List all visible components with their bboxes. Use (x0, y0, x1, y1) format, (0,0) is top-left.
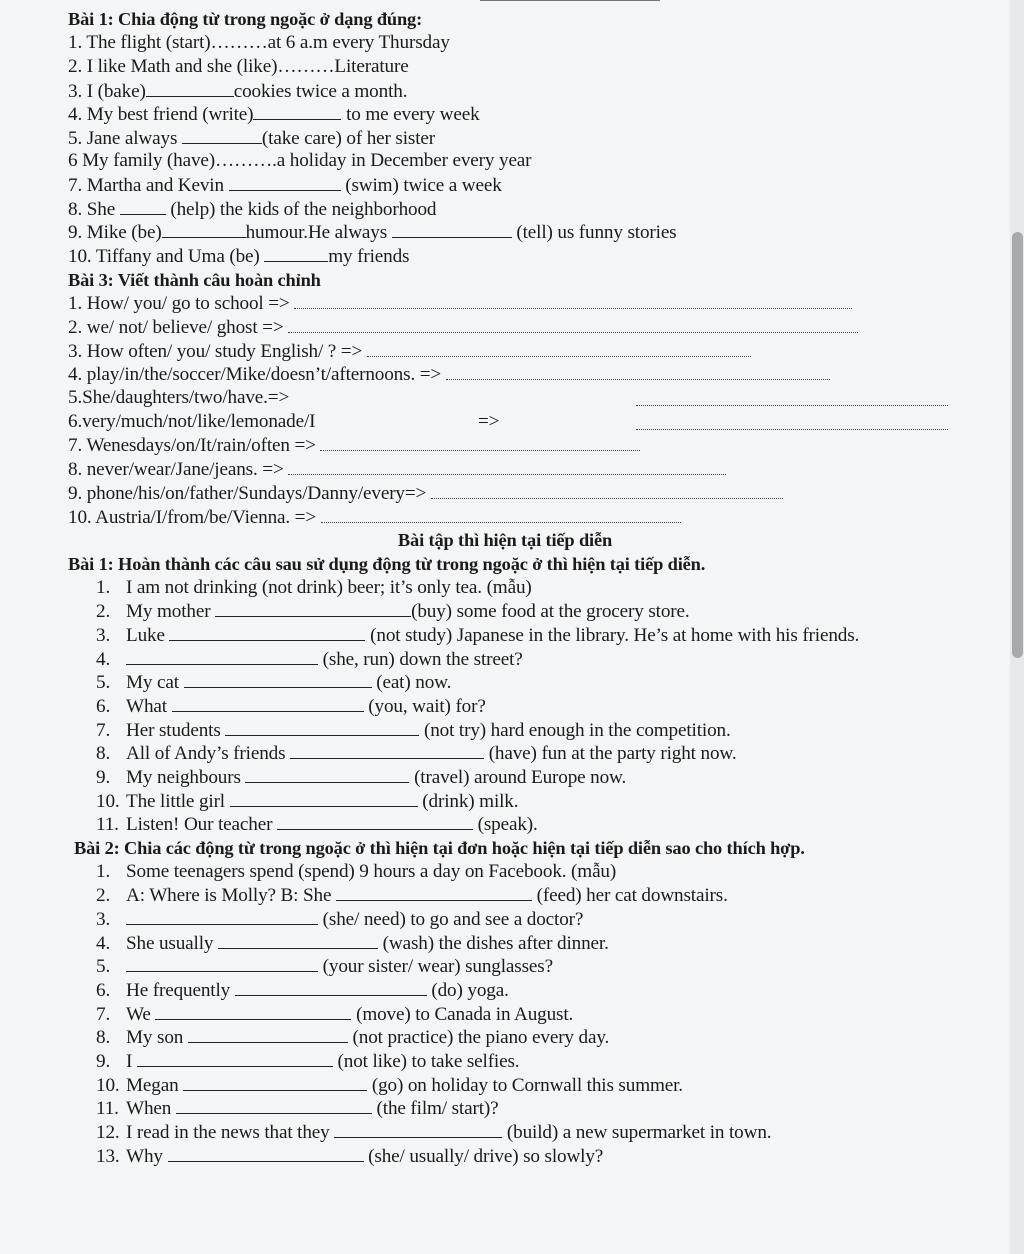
answer-blank[interactable] (334, 1120, 502, 1138)
answer-dots[interactable] (294, 291, 852, 309)
answer-blank[interactable] (120, 197, 166, 215)
answer-blank[interactable] (218, 931, 378, 949)
exercise-line: 1. Some teenagers spend (spend) 9 hours a day on Facebook. (mẫu) (96, 861, 617, 882)
exercise-line: 4. play/in/the/soccer/Mike/doesn’t/afternoons. => (68, 362, 830, 387)
answer-dots[interactable] (446, 362, 830, 380)
exercise-line: 7. Her students (not try) hard enough in the competition. (96, 720, 731, 741)
exercise-line: 8. She (help) the kids of the neighborhood (68, 199, 437, 220)
answer-blank[interactable] (188, 1025, 348, 1043)
answer-blank[interactable] (184, 670, 372, 688)
exercise-line: 5.She/daughters/two/have.=> (68, 387, 290, 408)
answer-dots[interactable] (431, 481, 783, 499)
answer-dots[interactable] (288, 457, 726, 475)
exercise-line: 12. I read in the news that they (build) a new supermarket in town. (96, 1122, 772, 1143)
exercise-line: 1. The flight (start)………at 6 a.m every Thursday (68, 32, 450, 53)
exercise-line: 8. My son (not practice) the piano every day. (96, 1027, 610, 1048)
exercise-line: 6.very/much/not/like/lemonade/I (68, 411, 316, 432)
answer-dots[interactable] (636, 388, 948, 406)
answer-blank[interactable] (215, 599, 411, 617)
answer-dots[interactable] (636, 412, 948, 430)
answer-blank[interactable] (146, 79, 234, 97)
exercise-line: 9. Mike (be) humour.He always (tell) us funny stories (68, 222, 677, 243)
answer-dots[interactable] (320, 433, 640, 451)
exercise-line: 6 My family (have)……….a holiday in December every year (68, 150, 532, 171)
exercise-line: 3. Luke (not study) Japanese in the library. He’s at home with his friends. (96, 625, 860, 646)
exercise-line: 2. we/ not/ believe/ ghost => (68, 315, 858, 340)
answer-blank[interactable] (182, 126, 262, 144)
answer-blank[interactable] (126, 907, 318, 925)
answer-blank[interactable] (336, 883, 532, 901)
answer-blank[interactable] (172, 694, 364, 712)
exercise-line: 2. I like Math and she (like)………Literature (68, 56, 409, 77)
arrow-text: => (478, 411, 500, 432)
answer-blank[interactable] (137, 1049, 333, 1067)
exercise-line: 10. The little girl (drink) milk. (96, 791, 519, 812)
exercise-line: 7. Martha and Kevin (swim) twice a week (68, 175, 502, 196)
answer-blank[interactable] (168, 1144, 364, 1162)
answer-dots[interactable] (321, 505, 681, 523)
answer-blank[interactable] (126, 647, 318, 665)
answer-dots[interactable] (288, 315, 858, 333)
exercise-line: 3. I (bake) cookies twice a month. (68, 81, 408, 102)
answer-blank[interactable] (235, 978, 427, 996)
exercise-line: 6. He frequently (do) yoga. (96, 980, 509, 1001)
exercise-line: 10. Tiffany and Uma (be) my friends (68, 246, 410, 267)
exercise-line: 4. (she, run) down the street? (96, 649, 523, 670)
section-title: Bài 1: Chia động từ trong ngoặc ở dạng đúng: (68, 9, 423, 29)
answer-blank[interactable] (229, 173, 341, 191)
answer-blank[interactable] (155, 1002, 351, 1020)
exercise-line: 5. Jane always (take care) of her sister (68, 128, 436, 149)
top-cut-line (480, 0, 660, 3)
answer-blank[interactable] (230, 789, 418, 807)
answer-blank[interactable] (225, 718, 419, 736)
exercise-line: 13. Why (she/ usually/ drive) so slowly? (96, 1146, 604, 1167)
answer-blank[interactable] (392, 220, 512, 238)
scrollbar-thumb[interactable] (1012, 232, 1023, 658)
answer-blank[interactable] (162, 220, 246, 238)
exercise-line: 11. When (the film/ start)? (96, 1098, 499, 1119)
exercise-line: 9. My neighbours (travel) around Europe now. (96, 767, 627, 788)
page-heading: Bài tập thì hiện tại tiếp diễn (397, 530, 613, 550)
exercise-line: 4. My best friend (write) to me every week (68, 104, 480, 125)
exercise-line: 3. How often/ you/ study English/ ? => (68, 339, 751, 364)
exercise-line: 1. How/ you/ go to school => (68, 291, 852, 316)
exercise-line: 1. I am not drinking (not drink) beer; it’s only tea. (mẫu) (96, 577, 532, 598)
answer-blank[interactable] (176, 1096, 372, 1114)
exercise-line: 9. I (not like) to take selfies. (96, 1051, 520, 1072)
answer-blank[interactable] (126, 954, 318, 972)
exercise-line: 9. phone/his/on/father/Sundays/Danny/every=> (68, 481, 783, 506)
answer-blank[interactable] (169, 623, 365, 641)
exercise-line: 7. Wenesdays/on/It/rain/often => (68, 433, 640, 458)
exercise-line: 5. (your sister/ wear) sunglasses? (96, 956, 553, 977)
section-title: Bài 2: Chia các động từ trong ngoặc ở thì hiện tại đơn hoặc hiện tại tiếp diễn sao cho thích hợp. (74, 838, 805, 858)
answer-blank[interactable] (183, 1073, 367, 1091)
exercise-line: 4. She usually (wash) the dishes after dinner. (96, 933, 609, 954)
exercise-line: 5. My cat (eat) now. (96, 672, 452, 693)
answer-dots[interactable] (367, 339, 751, 357)
exercise-line: 10. Austria/I/from/be/Vienna. => (68, 505, 681, 530)
section-title: Bài 3: Viết thành câu hoàn chỉnh (68, 270, 321, 290)
exercise-line: 8. All of Andy’s friends (have) fun at the party right now. (96, 743, 737, 764)
exercise-line: 11. Listen! Our teacher (speak). (96, 814, 538, 835)
exercise-line: 10. Megan (go) on holiday to Cornwall this summer. (96, 1075, 683, 1096)
exercise-line: 7. We (move) to Canada in August. (96, 1004, 574, 1025)
exercise-line: 3. (she/ need) to go and see a doctor? (96, 909, 584, 930)
exercise-line: 2. My mother (buy) some food at the grocery store. (96, 601, 690, 622)
exercise-line: 8. never/wear/Jane/jeans. => (68, 457, 726, 482)
answer-blank[interactable] (264, 244, 328, 262)
answer-blank[interactable] (253, 102, 341, 120)
exercise-line: 2. A: Where is Molly? B: She (feed) her cat downstairs. (96, 885, 728, 906)
answer-blank[interactable] (245, 765, 409, 783)
answer-blank[interactable] (277, 812, 473, 830)
section-title: Bài 1: Hoàn thành các câu sau sử dụng động từ trong ngoặc ở thì hiện tại tiếp diễn. (68, 554, 706, 574)
answer-blank[interactable] (290, 741, 484, 759)
exercise-line: 6. What (you, wait) for? (96, 696, 486, 717)
